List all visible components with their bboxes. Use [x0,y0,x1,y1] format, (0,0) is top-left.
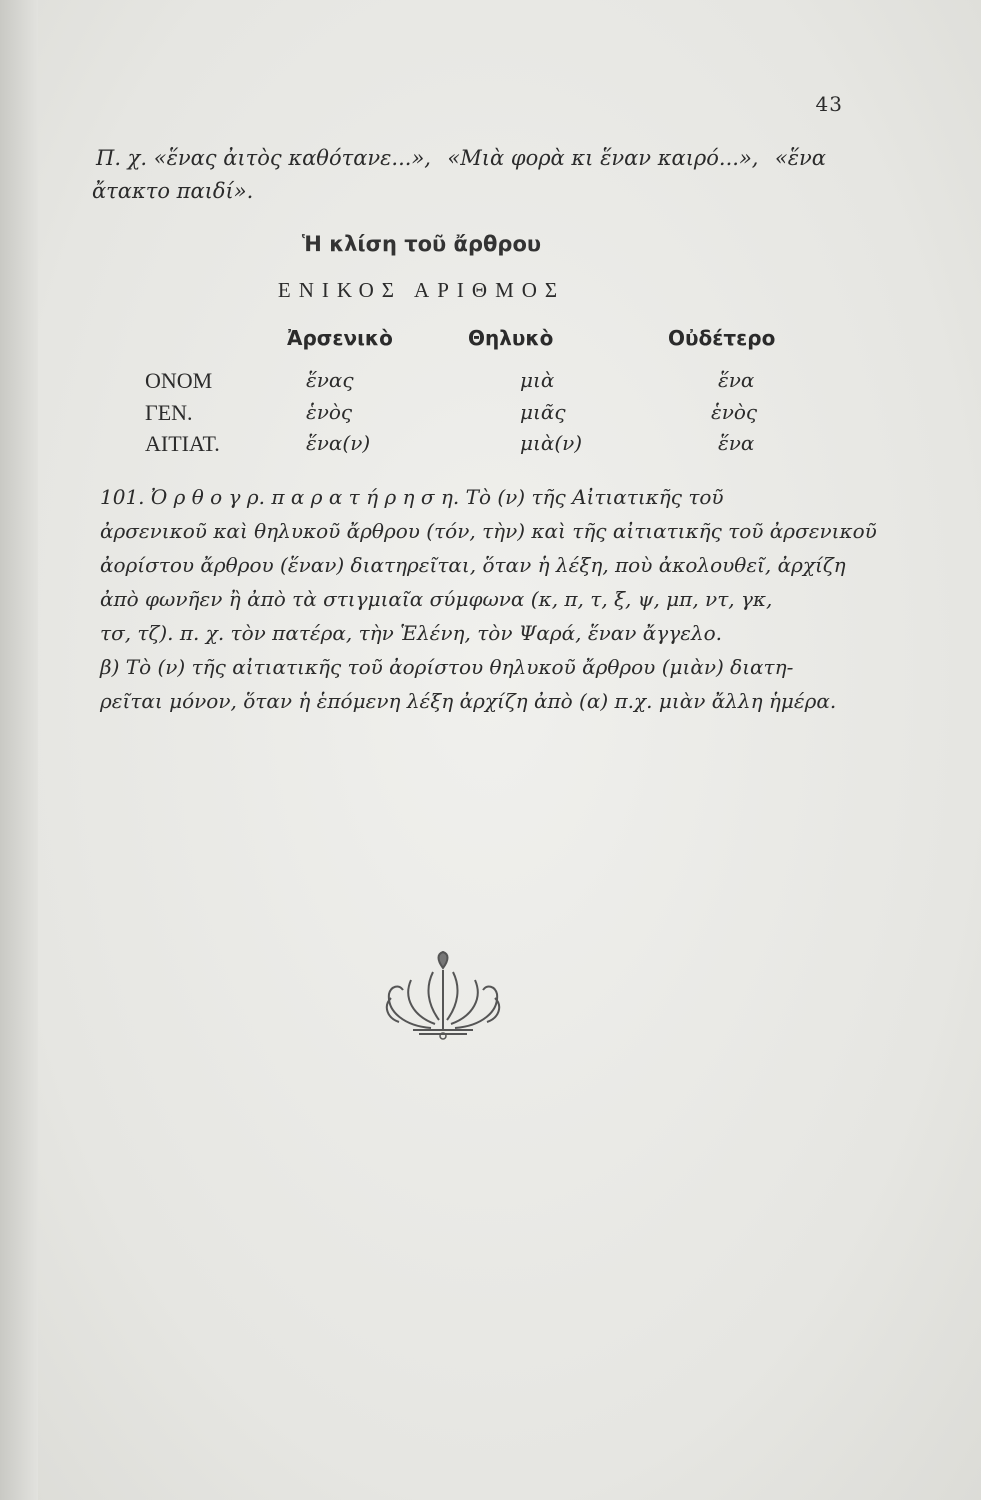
page-edge-shadow [0,0,38,1500]
intro-fragment: «ἕνα [774,146,826,170]
table-cell: ἕνας [306,368,354,392]
section-heading: Ἡ κλίση τοῦ ἄρθρου [301,232,542,256]
page-number: 43 [815,92,843,116]
table-cell: ἕνα(ν) [306,431,371,455]
note-line: ἀπὸ φωνῆεν ἢ ἀπὸ τὰ στιγμιαῖα σύμφωνα (κ, π, τ, ξ, ψ, μπ, ντ, γκ, [100,587,773,611]
intro-example [92,142,826,208]
row-label-accusative: ΑΙΤΙΑΤ. [145,431,220,456]
table-cell: μιᾶς [520,400,566,424]
section-subheading: ΕΝΙΚΟΣ ΑΡΙΘΜΟΣ [277,278,566,302]
note-101 [100,480,877,718]
intro-line-2: ἄτακτο παιδί». [92,179,254,203]
fleuron-icon [373,950,513,1040]
table-cell: ἕνα [718,368,755,392]
intro-fragment: Π. χ. «ἕνας ἀιτὸς καθότανε...», [96,146,431,170]
table-cell: ἑνὸς [711,400,758,424]
note-line: τσ, τζ). π. χ. τὸν πατέρα, τὴν Ἑλένη, τὸν Ψαρά, ἕναν ἄγγελο. [100,621,723,645]
column-header-neuter: Οὐδέτερο [668,326,776,350]
table-cell: μιὰ [520,368,555,392]
column-header-masculine: Ἀρσενικὸ [287,326,393,350]
table-cell: ἕνα [718,431,755,455]
table-cell: μιὰ(ν) [520,431,583,455]
note-line: ἀρσενικοῦ καὶ θηλυκοῦ ἄρθρου (τόν, τὴν) καὶ τῆς αἰτιατικῆς τοῦ ἀρσενικοῦ [100,519,877,543]
table-cell: ἑνὸς [306,400,353,424]
note-line: ἀορίστου ἄρθρου (ἕναν) διατηρεῖται, ὅταν ἡ λέξη, ποὺ ἀκολουθεῖ, ἀρχίζη [100,553,846,577]
note-line: 101. Ὀ ρ θ ο γ ρ. π α ρ α τ ή ρ η σ η. Τὸ (ν) τῆς Αἰτιατικῆς τοῦ [100,485,724,509]
row-label-nominative: ΟΝΟΜ [145,368,213,393]
note-line: ρεῖται μόνον, ὅταν ἡ ἑπόμενη λέξη ἀρχίζη ἀπὸ (α) π.χ. μιὰν ἄλλη ἡμέρα. [100,689,837,713]
column-header-feminine: Θηλυκὸ [468,326,554,350]
intro-fragment: «Μιὰ φορὰ κι ἕναν καιρό...», [447,146,759,170]
intro-line-1 [96,142,826,175]
note-line: β) Τὸ (ν) τῆς αἰτιατικῆς τοῦ ἀορίστου θηλυκοῦ ἄρθρου (μιὰν) διατη- [100,655,794,679]
row-label-genitive: ΓΕΝ. [145,400,193,425]
